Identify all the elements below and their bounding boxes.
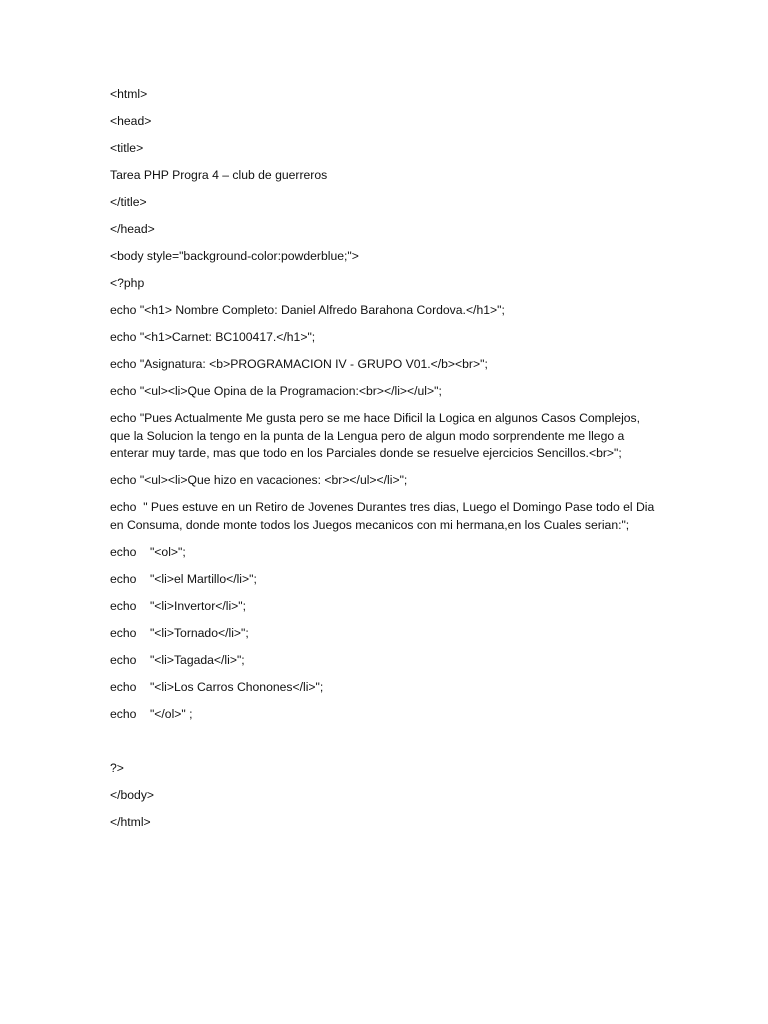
code-line-echo-vacaciones: echo "<ul><li>Que hizo en vacaciones: <br></ul></li>";	[110, 473, 408, 487]
code-line-title-close: </title>	[110, 195, 147, 209]
code-line-html-close: </html>	[110, 814, 151, 829]
code-line-echo-li-martillo: echo "<li>el Martillo</li>";	[110, 571, 257, 586]
code-line-head-close: </head>	[110, 222, 155, 236]
code-line-echo-carnet: echo "<h1>Carnet: BC100417.</h1>";	[110, 330, 316, 344]
code-line-echo-ol-open: echo "<ol>";	[110, 544, 186, 559]
code-line-body-close: </body>	[110, 787, 155, 802]
code-line-echo-vacaciones-text: echo " Pues estuve en un Retiro de Jovenes Durantes tres dias, Luego el Domingo Pase todo el Dia en Consuma, donde monte todos los Juegos mecanicos con mi hermana,en los Cuales serian:";	[110, 500, 658, 532]
code-line-echo-li-invertor: echo "<li>Invertor</li>";	[110, 598, 247, 613]
code-line-body-open: <body style="background-color:powderblue;">	[110, 249, 359, 263]
code-line-echo-ol-close: echo "</ol>" ;	[110, 706, 193, 721]
code-line-head-open: <head>	[110, 114, 152, 128]
code-line-echo-opina: echo "<ul><li>Que Opina de la Programacion:<br></li></ul>";	[110, 384, 442, 398]
code-line-php-open: <?php	[110, 276, 145, 290]
code-line-echo-name: echo "<h1> Nombre Completo: Daniel Alfredo Barahona Cordova.</h1>";	[110, 303, 505, 317]
code-line-echo-li-tornado: echo "<li>Tornado</li>";	[110, 625, 249, 640]
code-line-title-open: <title>	[110, 141, 144, 155]
document-page	[110, 86, 658, 841]
code-line-title-text: Tarea PHP Progra 4 – club de guerreros	[110, 168, 328, 182]
code-line-echo-li-tagada: echo "<li>Tagada</li>";	[110, 652, 245, 667]
code-line-html-open: <html>	[110, 87, 148, 101]
code-line-echo-opinion-text: echo "Pues Actualmente Me gusta pero se me hace Dificil la Logica en algunos Casos Complejos, que la Solucion la tengo en la punta de la Lengua pero de algun modo sorprendente me llego a enterar muy tarde, mas que todo en los Parciales donde se resuelve ejercicios Sencillos.<br>";	[110, 411, 644, 460]
code-line-echo-asignatura: echo "Asignatura: <b>PROGRAMACION IV - GRUPO V01.</b><br>";	[110, 357, 488, 371]
code-line-echo-li-carros: echo "<li>Los Carros Chonones</li>";	[110, 679, 324, 694]
blank-gap	[110, 733, 658, 760]
code-line-php-close: ?>	[110, 760, 124, 775]
